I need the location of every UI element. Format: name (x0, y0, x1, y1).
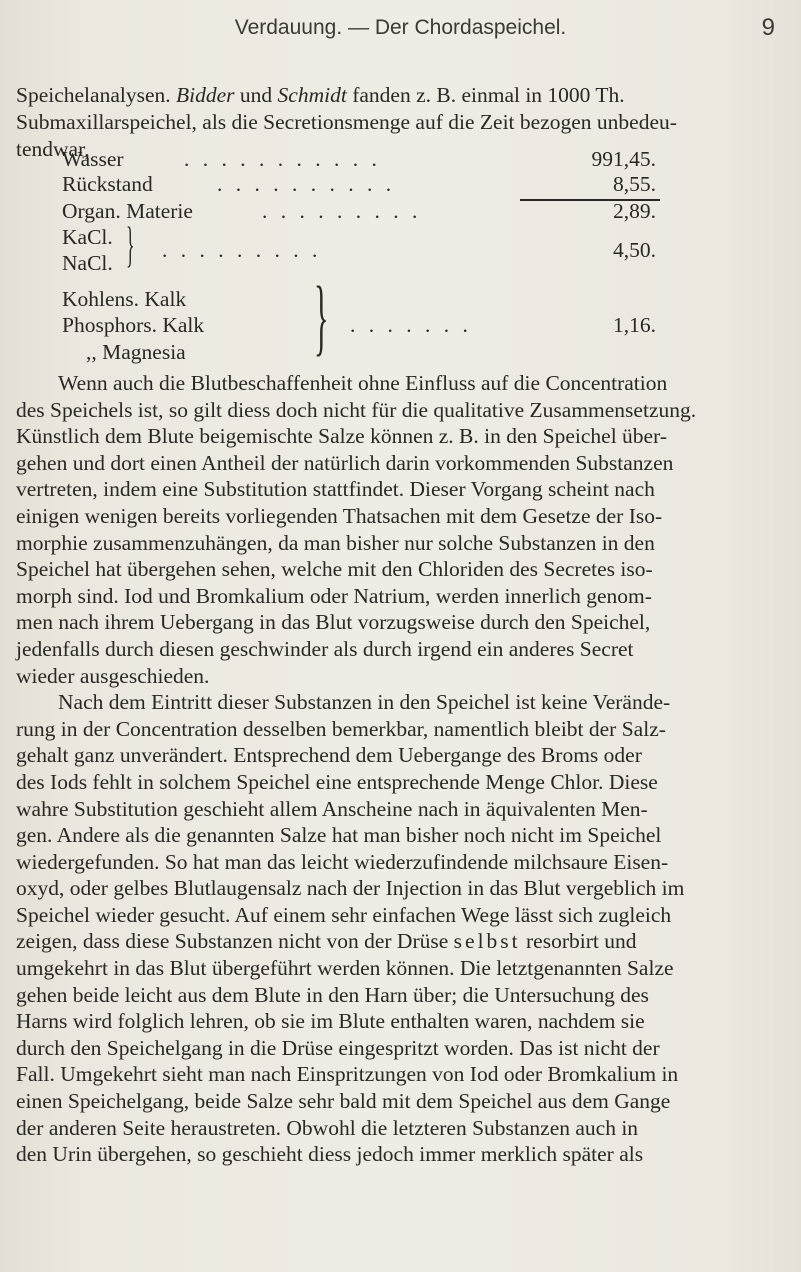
text-line: morphie zusammenzuhängen, da man bisher nur solche Substanzen in den (16, 530, 655, 555)
component-value: 1,16. (613, 313, 656, 337)
component-value: 4,50. (613, 238, 656, 262)
text-line: jedenfalls durch diesen geschwinder als durch irgend ein anderes Secret (16, 636, 634, 661)
text-line: durch den Speichelgang in die Drüse eingespritzt worden. Das ist nicht der (16, 1035, 660, 1060)
text-line: umgekehrt in das Blut übergeführt werden können. Die letztgenannten Salze (16, 956, 674, 981)
text-line: zeigen, dass diese Substanzen nicht von der Drüse (16, 929, 454, 954)
text-line: wahre Substitution geschieht allem Anscheine nach in äquivalenten Men- (16, 796, 648, 821)
text-line: einen Speichelgang, beide Salze sehr bald mit dem Speichel aus dem Gange (16, 1089, 671, 1114)
intro-line (16, 82, 776, 109)
text-line: Harns wird folglich lehren, ob sie im Blute enthalten waren, nachdem sie (16, 1009, 645, 1034)
text-line: Speichel wieder gesucht. Auf einem sehr einfachen Wege lässt sich zugleich (16, 902, 672, 927)
intro-text: fanden z. B. einmal in 1000 Th. (346, 83, 625, 107)
table-row (62, 199, 762, 225)
paragraph (16, 689, 778, 1168)
text-line: oxyd, oder gelbes Blutlaugensalz nach der Injection in das Blut vergeblich im (16, 876, 685, 901)
text-line: Wenn auch die Blutbeschaffenheit ohne Einfluss auf die Concentration (58, 371, 668, 395)
intro-line: tendwar, (16, 137, 90, 161)
text-line: men nach ihrem Uebergang in das Blut vorzugsweise durch den Speichel, (16, 610, 651, 635)
text-line: einigen wenigen bereits vorliegenden Thatsachen mit dem Gesetze der Iso- (16, 503, 663, 528)
text-line: gen. Andere als die genannten Salze hat man bisher noch nicht im Speichel (16, 823, 662, 848)
component-label: NaCl. (62, 251, 113, 275)
component-label: ,, Magnesia (86, 340, 186, 364)
component-value: 991,45. (591, 147, 656, 171)
text-line: des Iods fehlt in solchem Speichel eine entsprechende Menge Chlor. Diese (16, 769, 658, 794)
text-line: wieder ausgeschieden. (16, 663, 210, 688)
leader-dots: . . . . . . . . . (162, 238, 322, 262)
author-name: Bidder (176, 83, 235, 107)
brace: } (314, 268, 329, 364)
paragraph (16, 370, 778, 689)
intro-text: Speichelanalysen. (16, 83, 177, 107)
leader-dots: . . . . . . . (350, 313, 472, 337)
text-line: der anderen Seite heraustreten. Obwohl die letzteren Substanzen auch in (16, 1115, 639, 1140)
text-line: den Urin übergehen, so geschieht diess jedoch immer merklich später als (16, 1142, 644, 1167)
text-line: gehen beide leicht aus dem Blute in den Harn über; die Untersuchung des (16, 982, 649, 1007)
text-line: gehen und dort einen Antheil der natürlich darin vorkommenden Substanzen (16, 450, 674, 475)
intro-line: Submaxillarspeichel, als die Secretionsmenge auf die Zeit bezogen unbedeu- (16, 110, 677, 134)
text-line: Fall. Umgekehrt sieht man nach Einspritzungen von Iod oder Bromkalium in (16, 1062, 679, 1087)
leader-dots: . . . . . . . . . . (217, 172, 396, 196)
body-text (16, 370, 778, 1168)
emphasized-word: selbst (453, 929, 521, 954)
text-line: resorbirt und (520, 929, 637, 954)
component-value: 2,89. (613, 199, 656, 223)
text-line: vertreten, indem eine Substitution stattfindet. Dieser Vorgang scheint nach (16, 477, 655, 502)
table-row (62, 268, 762, 369)
text-line: gehalt ganz unverändert. Entsprechend dem Uebergange des Broms oder (16, 743, 642, 768)
table-row (62, 147, 762, 173)
component-value: 8,55. (613, 172, 656, 196)
component-label: Phosphors. Kalk (62, 313, 205, 337)
component-label: Wasser (62, 147, 124, 171)
component-label: Organ. Materie (62, 199, 193, 223)
leader-dots: . . . . . . . . . . . (184, 147, 381, 171)
leader-dots: . . . . . . . . . (262, 199, 422, 223)
text-line: rung in der Concentration desselben bemerkbar, namentlich bleibt der Salz- (16, 716, 666, 741)
component-label: KaCl. (62, 225, 113, 249)
text-line: wiedergefunden. So hat man das leicht wiederzufindende milchsaure Eisen- (16, 849, 669, 874)
intro-text: und (234, 83, 278, 107)
text-line: Speichel hat übergehen sehen, welche mit den Chloriden des Secretes iso- (16, 557, 653, 582)
text-line: morph sind. Iod und Bromkalium oder Natrium, werden innerlich genom- (16, 583, 652, 608)
component-label: Kohlens. Kalk (62, 287, 187, 311)
brace: } (126, 216, 135, 272)
running-title: Verdauung. — Der Chordaspeichel. (234, 16, 567, 39)
page-number: 9 (761, 14, 775, 41)
text-line: Nach dem Eintritt dieser Substanzen in den Speichel ist keine Verände- (58, 690, 671, 715)
table-row (62, 216, 762, 281)
author-name: Schmidt (277, 83, 347, 107)
page-header (0, 14, 801, 40)
text-line: Künstlich dem Blute beigemischte Salze können z. B. in den Speichel über- (16, 424, 667, 449)
text-line: des Speichels ist, so gilt diess doch nicht für die qualitative Zusammensetzung. (16, 397, 697, 422)
table-row (62, 172, 762, 198)
component-label: Rückstand (62, 172, 153, 196)
